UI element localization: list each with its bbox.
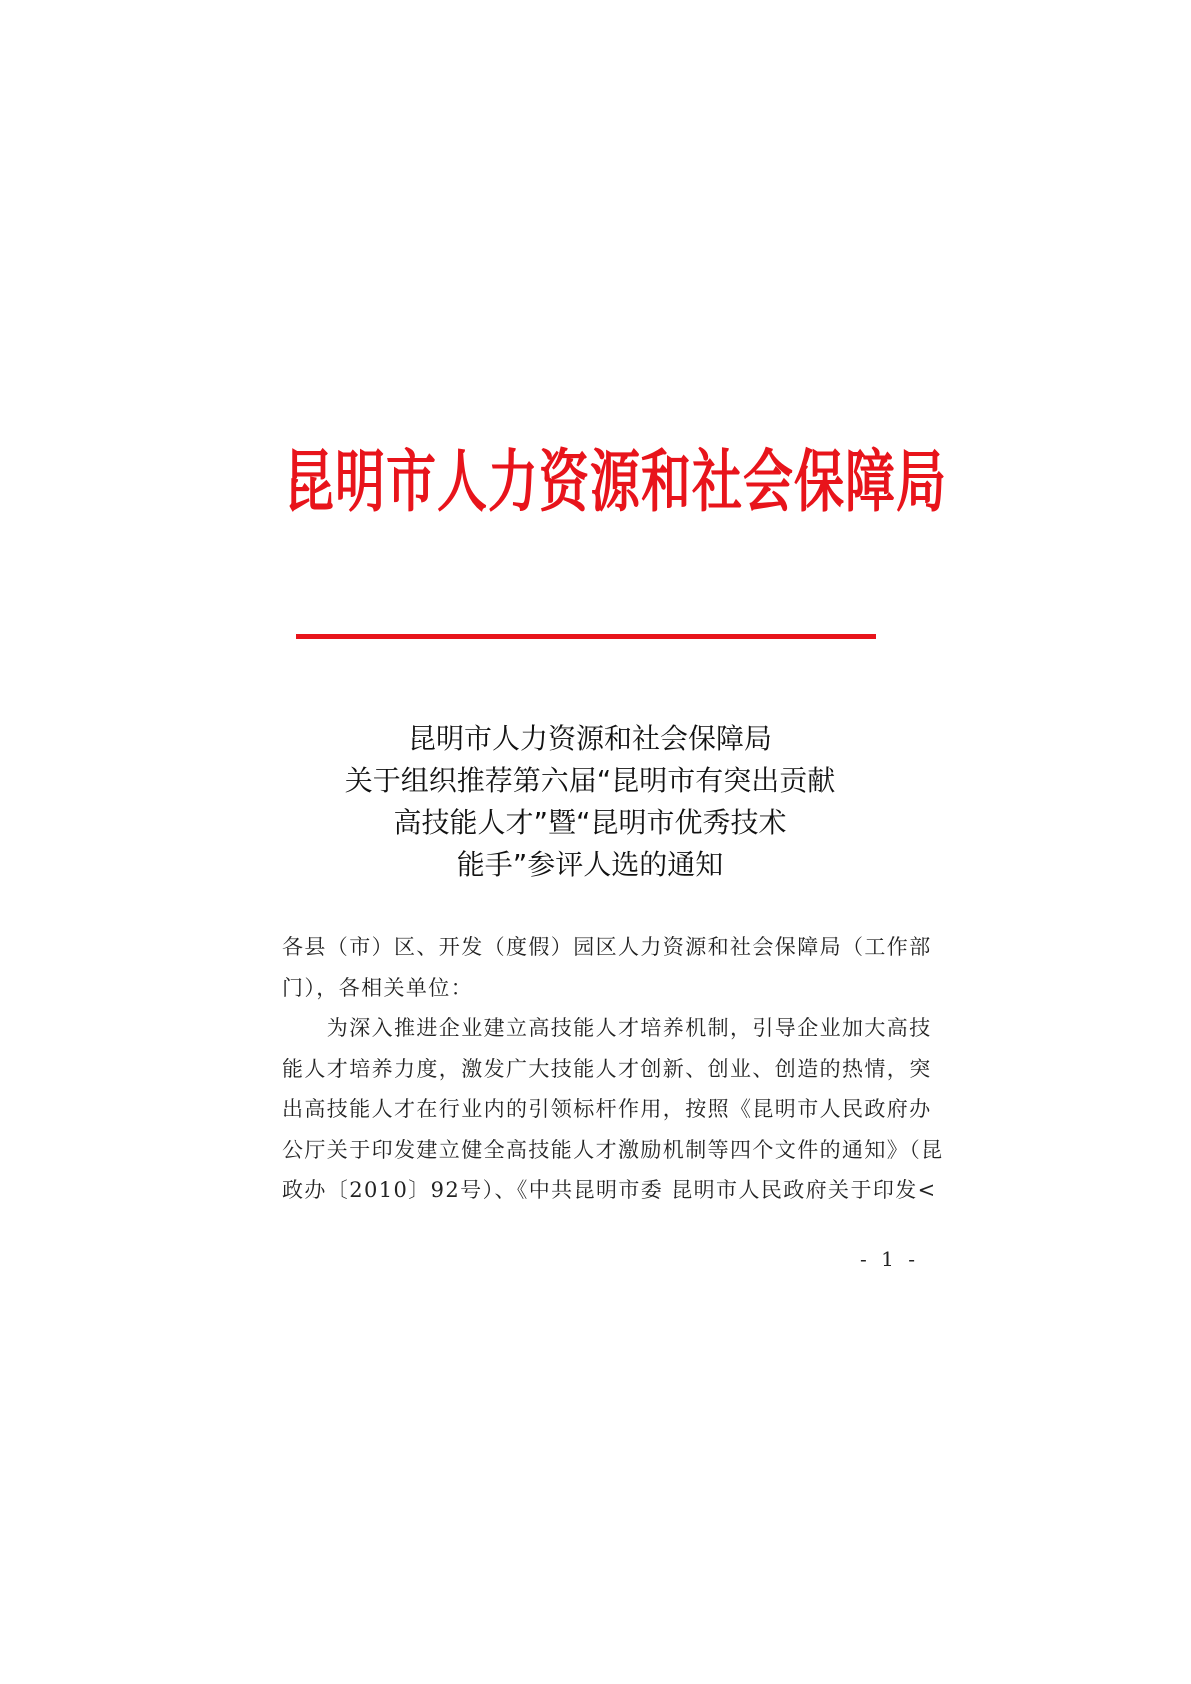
title-line: 高技能人才”暨“昆明市优秀技术 [393,806,787,839]
notice-body [282,927,944,1211]
title-line: 关于组织推荐第六届“昆明市有突出贡献 [344,764,836,797]
body-line: 各县（市）区、开发（度假）园区人力资源和社会保障局（工作部 [282,935,932,959]
notice-title [200,718,980,886]
issuing-authority-header: 昆明市人力资源和社会保障局 [284,442,947,522]
body-line: 政办〔2010〕92号）、《中共昆明市委 昆明市人民政府关于印发< [282,1178,937,1202]
title-line: 能手”参评人选的通知 [456,848,724,881]
body-line: 为深入推进企业建立高技能人才培养机制，引导企业加大高技 [282,1016,932,1040]
body-line: 门），各相关单位： [282,975,474,1000]
title-line: 昆明市人力资源和社会保障局 [407,722,772,755]
body-line: 出高技能人才在行业内的引领标杆作用，按照《昆明市人民政府办 [282,1097,932,1121]
page-number: - 1 - [860,1247,919,1271]
body-line: 能人才培养力度，激发广大技能人才创新、创业、创造的热情，突 [282,1056,932,1081]
body-line: 公厅关于印发建立健全高技能人才激励机制等四个文件的通知》（昆 [282,1137,944,1162]
red-separator-line [296,634,876,639]
